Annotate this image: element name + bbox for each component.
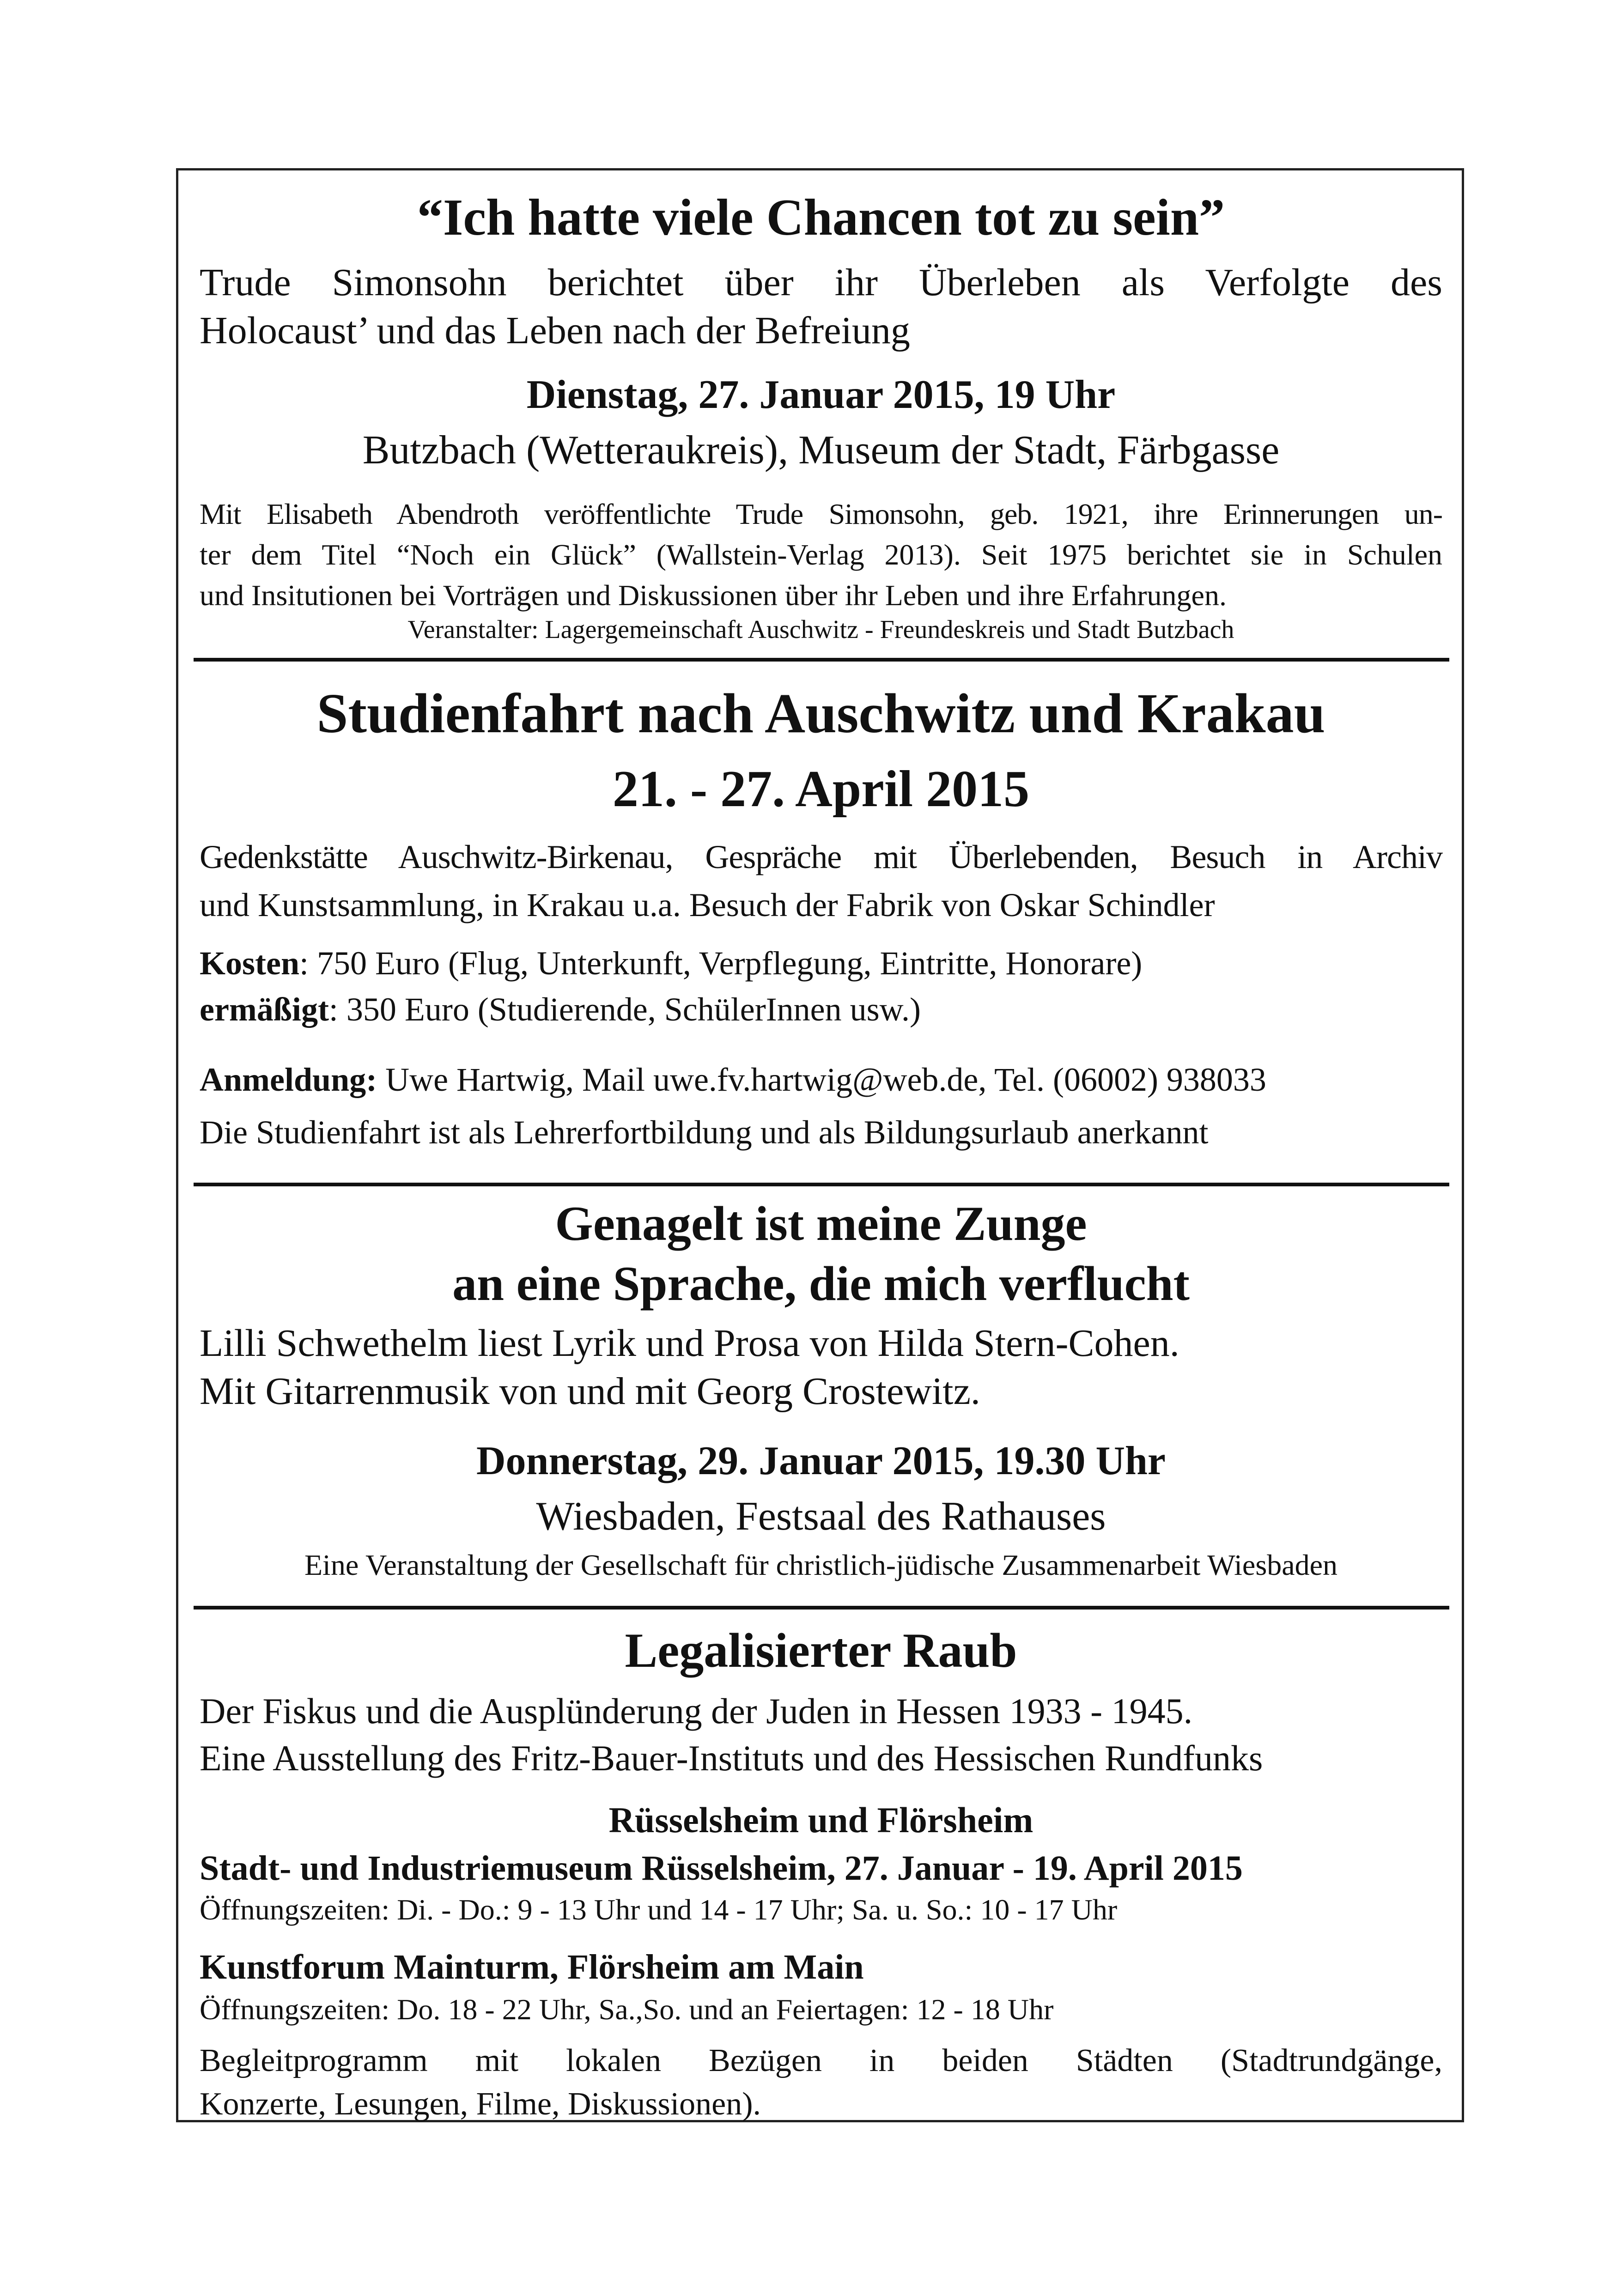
event4-desc-line1: Der Fiskus und die Ausplünderung der Juden in Hessen 1933 - 1945.	[200, 1691, 1193, 1731]
event4-program-line2: Konzerte, Lesungen, Filme, Diskussionen).	[200, 2086, 761, 2122]
event1-title: “Ich hatte viele Chancen tot zu sein”	[417, 189, 1225, 246]
event4-places: Rüsselsheim und Flörsheim	[608, 1800, 1033, 1840]
event1-desc-line3: und Insitutionen bei Vorträgen und Diskussionen über ihr Leben und ihre Erfahrungen.	[200, 579, 1227, 612]
event1-subtitle-line1: Trude Simonsohn berichtet über ihr Überleben als Verfolgte des	[200, 261, 1442, 304]
reduced-text: : 350 Euro (Studierende, SchülerInnen usw.)	[328, 991, 921, 1028]
event1-date: Dienstag, 27. Januar 2015, 19 Uhr	[526, 372, 1116, 417]
event3-date: Donnerstag, 29. Januar 2015, 19.30 Uhr	[476, 1439, 1166, 1483]
event1-location: Butzbach (Wetteraukreis), Museum der Stadt, Färbgasse	[362, 428, 1280, 473]
divider-3	[194, 1606, 1449, 1610]
event3-desc-line1: Lilli Schwethelm liest Lyrik und Prosa von Hilda Stern-Cohen.	[200, 1322, 1179, 1365]
event2-desc-line1: Gedenkstätte Auschwitz-Birkenau, Gespräche mit Überlebenden, Besuch in Archiv	[200, 838, 1442, 875]
event4-venue1: Stadt- und Industriemuseum Rüsselsheim, 27. Januar - 19. April 2015	[200, 1849, 1243, 1888]
event1-desc-line1: Mit Elisabeth Abendroth veröffentlichte Trude Simonsohn, geb. 1921, ihre Erinnerungen un-	[200, 498, 1442, 530]
event3-title-line1: Genagelt ist meine Zunge	[555, 1197, 1087, 1251]
cost-text: : 750 Euro (Flug, Unterkunft, Verpflegung, Eintritte, Honorare)	[299, 945, 1143, 982]
event2-desc-line2: und Kunstsammlung, in Krakau u.a. Besuch der Fabrik von Oskar Schindler	[200, 887, 1215, 923]
event2-dates: 21. - 27. April 2015	[612, 760, 1030, 818]
event4-hours2: Öffnungszeiten: Do. 18 - 22 Uhr, Sa.,So. und an Feiertagen: 12 - 18 Uhr	[200, 1993, 1054, 2026]
event2-cost	[200, 941, 1442, 985]
event2-registration	[200, 1058, 1442, 1101]
event1-desc-line2: ter dem Titel “Noch ein Glück” (Wallstein-Verlag 2013). Seit 1975 berichtet sie in Schulen	[200, 538, 1442, 571]
cost-label: Kosten	[200, 945, 299, 982]
event3-desc-line2: Mit Gitarrenmusik von und mit Georg Crostewitz.	[200, 1370, 980, 1413]
divider-2	[194, 1183, 1449, 1186]
event4-desc-line2: Eine Ausstellung des Fritz-Bauer-Instituts und des Hessischen Rundfunks	[200, 1738, 1263, 1778]
divider-1	[194, 658, 1449, 662]
event2-reduced-cost	[200, 988, 1442, 1031]
registration-text: Uwe Hartwig, Mail uwe.fv.hartwig@web.de, Tel. (06002) 938033	[377, 1061, 1266, 1098]
event2-title: Studienfahrt nach Auschwitz und Krakau	[316, 682, 1325, 745]
event4-venue2: Kunstforum Mainturm, Flörsheim am Main	[200, 1948, 864, 1986]
event1-organizer: Veranstalter: Lagergemeinschaft Auschwitz - Freundeskreis und Stadt Butzbach	[407, 615, 1234, 644]
event1-subtitle-line2: Holocaust’ und das Leben nach der Befreiung	[200, 309, 910, 352]
event2-recognition: Die Studienfahrt ist als Lehrerfortbildung und als Bildungsurlaub anerkannt	[200, 1114, 1209, 1151]
event3-location: Wiesbaden, Festsaal des Rathauses	[536, 1494, 1106, 1539]
event4-title: Legalisierter Raub	[625, 1623, 1017, 1677]
event3-title-line2: an eine Sprache, die mich verflucht	[452, 1257, 1190, 1311]
event4-program-line1: Begleitprogramm mit lokalen Bezügen in beiden Städten (Stadtrundgänge,	[200, 2043, 1442, 2078]
event4-hours1: Öffnungszeiten: Di. - Do.: 9 - 13 Uhr und 14 - 17 Uhr; Sa. u. So.: 10 - 17 Uhr	[200, 1893, 1118, 1926]
event3-organizer: Eine Veranstaltung der Gesellschaft für christlich-jüdische Zusammenarbeit Wiesbaden	[304, 1549, 1338, 1581]
reduced-label: ermäßigt	[200, 991, 329, 1028]
registration-label: Anmeldung:	[200, 1061, 377, 1098]
